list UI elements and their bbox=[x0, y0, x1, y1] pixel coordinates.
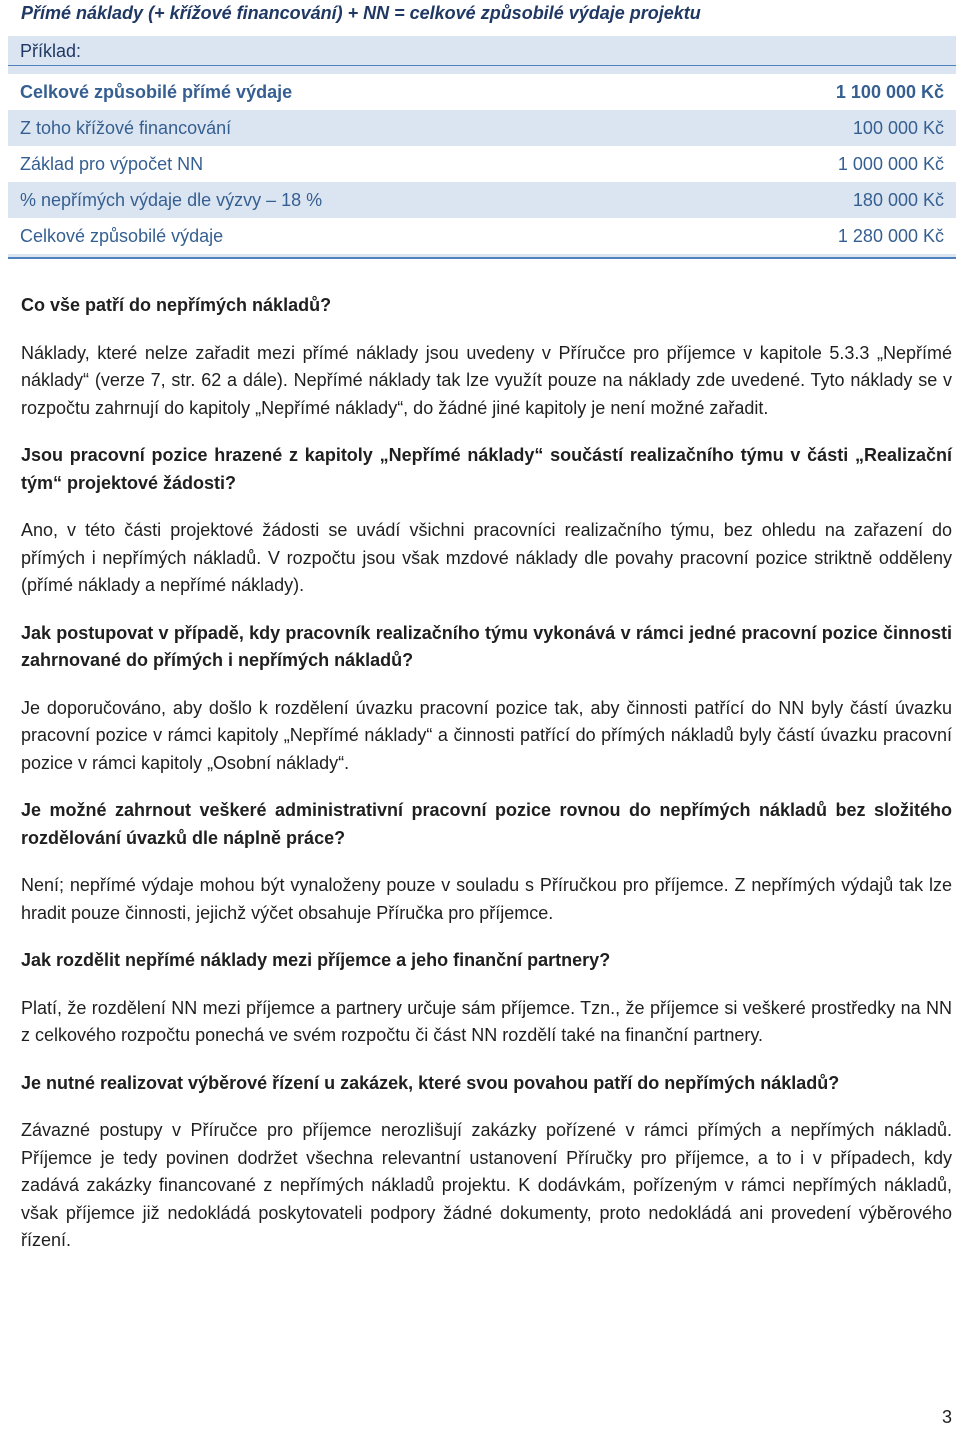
table-row bbox=[8, 218, 956, 254]
faq-question: Jsou pracovní pozice hrazené z kapitoly „Nepřímé náklady“ součástí realizačního týmu v části „Realizační tým“ projektové žádosti? bbox=[21, 445, 952, 493]
row-label: % nepřímých výdaje dle výzvy – 18 % bbox=[20, 190, 323, 210]
row-label: Základ pro výpočet NN bbox=[20, 154, 204, 174]
faq-answer: Není; nepřímé výdaje mohou být vynaloženy pouze v souladu s Příručkou pro příjemce. Z nepřímých výdajů tak lze hradit pouze činnosti, jejichž výčet obsahuje Příručka pro příjemce. bbox=[21, 875, 952, 923]
row-value: 100 000 Kč bbox=[852, 118, 944, 138]
faq-content bbox=[21, 292, 952, 1275]
row-label: Celkové způsobilé přímé výdaje bbox=[20, 82, 293, 102]
faq-question: Jak rozdělit nepřímé náklady mezi příjemce a jeho finanční partnery? bbox=[21, 950, 611, 970]
faq-answer: Platí, že rozdělení NN mezi příjemce a partnery určuje sám příjemce. Tzn., že příjemce si veškeré prostředky na NN z celkového rozpočtu ponechá ve svém rozpočtu či část NN rozdělí také na finanční partnery. bbox=[21, 997, 952, 1045]
example-caption: Příklad: bbox=[20, 41, 82, 61]
table-divider bbox=[8, 65, 956, 66]
faq-answer: Ano, v této části projektové žádosti se uvádí všichni pracovníci realizačního týmu, bez ohledu na zařazení do přímých i nepřímých nákladů. V rozpočtu jsou však mzdové náklady dle povahy pracovní pozice striktně odděleny (přímé náklady a nepřímé náklady). bbox=[21, 520, 952, 595]
row-label: Celkové způsobilé výdaje bbox=[20, 226, 224, 246]
faq-question: Je možné zahrnout veškeré administrativní pracovní pozice rovnou do nepřímých nákladů bez složitého rozdělování úvazků dle náplně práce? bbox=[21, 800, 952, 848]
table-row bbox=[8, 182, 956, 218]
faq-answer: Je doporučováno, aby došlo k rozdělení úvazku pracovní pozice tak, aby činnosti patřící do NN byly částí úvazku pracovní pozice v rámci kapitoly „Nepřímé náklady“ a činnosti patřící do přímých nákladů byly částí úvazku pracovní pozice v rámci kapitoly „Osobní náklady“. bbox=[21, 697, 952, 773]
faq-answer: Závazné postupy v Příručce pro příjemce nerozlišují zakázky pořízené v rámci přímých a nepřímých nákladů. Příjemce je tedy povinen dodržet všechna relevantní ustanovení Příručky pro příjemce, a to i v případech, kdy zadává zakázky financované z nepřímých nákladů projektu. K dodávkám, pořízeným v rámci nepřímých nákladů, však příjemce již nedokládá poskytovateli podpory žádné dokumenty, proto nedokládá ani provedení výběrového řízení. bbox=[21, 1120, 952, 1250]
table-row bbox=[8, 110, 956, 146]
row-value: 1 280 000 Kč bbox=[837, 226, 944, 246]
faq-question: Jak postupovat v případě, kdy pracovník realizačního týmu vykonává v rámci jedné pracovní pozice činnosti zahrnované do přímých i nepřímých nákladů? bbox=[21, 622, 952, 670]
table-row bbox=[8, 146, 956, 182]
example-table bbox=[8, 36, 956, 259]
page-title: Přímé náklady (+ křížové financování) + NN = celkové způsobilé výdaje projektu bbox=[21, 3, 701, 23]
row-value: 180 000 Kč bbox=[852, 190, 944, 210]
row-value: 1 100 000 Kč bbox=[835, 82, 944, 102]
faq-question: Co vše patří do nepřímých nákladů? bbox=[21, 295, 332, 315]
row-value: 1 000 000 Kč bbox=[837, 154, 944, 174]
faq-question: Je nutné realizovat výběrové řízení u zakázek, které svou povahou patří do nepřímých nákladů? bbox=[21, 1072, 840, 1093]
page-number: 3 bbox=[941, 1407, 952, 1427]
faq-answer: Náklady, které nelze zařadit mezi přímé náklady jsou uvedeny v Příručce pro příjemce v kapitole 5.3.3 „Nepřímé náklady“ (verze 7, str. 62 a dále). Nepřímé náklady tak lze využít pouze na náklady zde uvedené. Tyto náklady se v rozpočtu zahrnují do kapitoly „Nepřímé náklady“, do žádné jiné kapitoly je není možné zařadit. bbox=[21, 342, 952, 418]
table-row bbox=[8, 74, 956, 110]
row-label: Z toho křížové financování bbox=[20, 118, 232, 138]
